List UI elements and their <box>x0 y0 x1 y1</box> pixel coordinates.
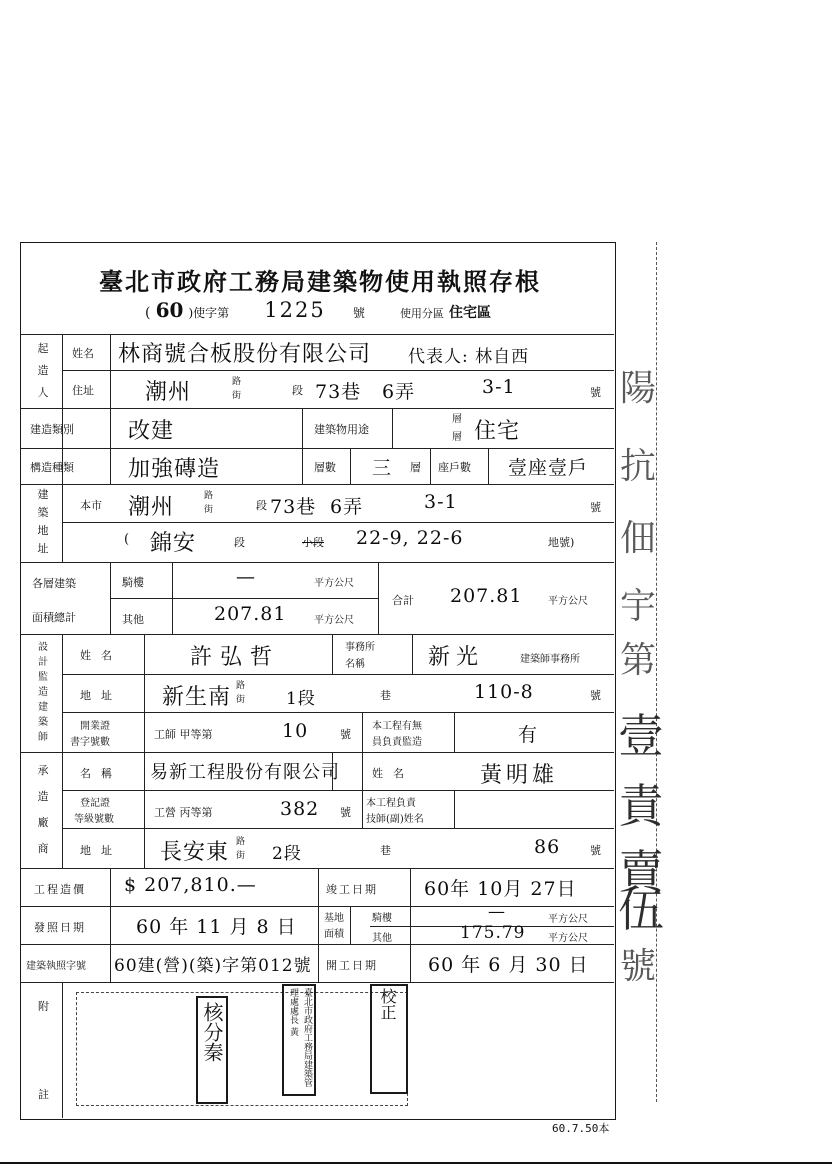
floors-label: 層數 <box>314 461 336 474</box>
license-word: )使字第 <box>188 306 230 320</box>
contractor-reg-class: 工營 丙等第 <box>154 806 213 819</box>
contractor-address-number: 86 <box>534 836 561 858</box>
rule <box>110 334 111 408</box>
permit-label: 建築執照字號 <box>26 961 86 972</box>
side-char: 賣 <box>618 845 664 899</box>
contractor-person-value: 黃明雄 <box>480 763 559 788</box>
architect-office-label-bottom: 名稱 <box>345 659 365 670</box>
issue-label: 發照日期 <box>34 921 86 934</box>
site-paren-open: ( <box>124 532 130 547</box>
architect-address-value: 新生南 <box>162 685 232 710</box>
architect-resident-label-bottom: 員負責監造 <box>372 737 422 748</box>
issue-arcade-unit: 平方公尺 <box>548 914 588 925</box>
issue-arcade-label: 騎樓 <box>372 913 392 924</box>
contractor-reg-label-bottom: 等級號數 <box>74 814 114 825</box>
side-char: 壹 <box>618 709 664 763</box>
contractor-address-section: 2段 <box>272 844 302 864</box>
architect-road-bottom: 街 <box>236 695 246 705</box>
rule <box>110 408 111 484</box>
zone-value: 住宅區 <box>449 305 492 321</box>
rule <box>62 522 614 523</box>
contractor-name-value: 易新工程股份有限公司 <box>150 762 340 783</box>
license-year: 60 <box>155 298 184 322</box>
license-paren-open: ( <box>145 305 151 321</box>
units-label: 座戶數 <box>438 461 471 474</box>
architect-address-number: 110-8 <box>474 681 534 703</box>
rule <box>410 906 411 944</box>
notes-label-bottom: 註 <box>38 1088 49 1101</box>
contractor-reg-number: 382 <box>280 798 320 820</box>
completion-label: 竣工日期 <box>326 883 378 896</box>
license-number-suffix: 號 <box>352 306 365 320</box>
rule <box>378 562 379 634</box>
architect-office-value: 新光 <box>428 645 485 670</box>
area-arcade-label: 騎樓 <box>122 576 144 589</box>
issue-other-label: 其他 <box>372 933 392 944</box>
architect-resident-value: 有 <box>518 724 539 746</box>
side-char: 陽 <box>619 368 656 409</box>
owner-section-word: 段 <box>292 384 303 397</box>
area-group-label-top: 各層建築 <box>32 577 76 590</box>
site-lane-value: 73巷 <box>270 496 317 518</box>
side-char: 宇 <box>619 586 656 627</box>
rule <box>20 484 614 485</box>
license-number-line <box>145 298 585 324</box>
issue-area-label-top: 基地 <box>324 913 344 924</box>
rule <box>110 598 378 599</box>
issue-other-value: 175.79 <box>460 923 526 943</box>
completion-value: 60年 10月 27日 <box>424 878 577 900</box>
side-char: 第 <box>619 640 656 681</box>
side-char: 佃 <box>619 518 656 559</box>
area-other-label: 其他 <box>122 613 144 626</box>
contractor-group-label: 承造廠商 <box>37 764 49 855</box>
area-unit-1: 平方公尺 <box>314 578 354 589</box>
contractor-person-label: 姓名 <box>372 767 414 780</box>
area-arcade-value: — <box>236 566 256 588</box>
site-number-word: 號 <box>590 501 601 514</box>
architect-address-label: 地址 <box>80 689 122 702</box>
rule <box>62 484 63 562</box>
owner-number-value: 3-1 <box>482 376 516 398</box>
architect-road-top: 路 <box>236 681 246 691</box>
area-other-value: 207.81 <box>214 603 287 625</box>
permit-value: 60建(營)(築)字第012號 <box>114 956 312 976</box>
units-value: 壹座壹戶 <box>508 457 589 479</box>
owner-address-road: 潮州 <box>145 380 192 405</box>
rule <box>362 712 363 752</box>
architect-office-label-top: 事務所 <box>345 642 375 653</box>
area-group-label-bottom: 面積總計 <box>32 611 76 624</box>
rule <box>318 868 319 982</box>
site-number-value: 3-1 <box>424 491 458 513</box>
cost-label: 工程造價 <box>34 883 86 896</box>
architect-license-label-top: 開業證 <box>80 721 110 732</box>
building-use-label: 建築物用途 <box>314 423 369 436</box>
site-subsection-word: 小段 <box>302 536 324 549</box>
rule <box>350 906 351 944</box>
site-city-label: 本市 <box>80 499 102 512</box>
site-group-label: 建築地址 <box>37 488 49 555</box>
cost-value: $ 207,810.— <box>124 874 257 896</box>
contractor-address-label: 地址 <box>80 844 122 857</box>
owner-road-word-bottom: 街 <box>232 391 242 401</box>
start-value: 60 年 6 月 30 日 <box>428 954 589 976</box>
owner-group-label: 起造人 <box>37 342 49 399</box>
footer-code: 60.7.50本 <box>552 1122 610 1135</box>
proofread-stamp <box>370 984 408 1094</box>
zone-label: 使用分區 <box>399 307 444 320</box>
site-district-value: 錦安 <box>150 531 197 556</box>
contractor-address-lane: 巷 <box>380 844 391 857</box>
owner-name-value: 林商號合板股份有限公司 <box>118 342 372 367</box>
rule <box>350 448 351 484</box>
rule <box>410 868 411 906</box>
building-use-floor-top: 層 <box>452 414 462 425</box>
floors-unit: 層 <box>410 461 421 474</box>
issue-other-unit: 平方公尺 <box>548 933 588 944</box>
site-alley-value: 6弄 <box>330 496 364 518</box>
rule <box>110 868 111 982</box>
architect-office-suffix: 建築師事務所 <box>520 654 580 665</box>
area-total-value: 207.81 <box>450 585 523 607</box>
area-unit-2: 平方公尺 <box>314 615 354 626</box>
rule <box>430 448 431 484</box>
rule <box>362 752 363 790</box>
side-char: 號 <box>619 946 656 987</box>
rule <box>454 790 455 828</box>
side-char: 責 <box>618 779 664 833</box>
bottom-edge <box>0 1162 832 1164</box>
site-road-bottom: 街 <box>204 505 214 515</box>
director-stamp <box>282 984 316 1096</box>
architect-name-label: 姓名 <box>80 649 122 662</box>
site-road-top: 路 <box>204 491 214 501</box>
approval-stamp-1-text: 核分秦 <box>200 1002 224 1062</box>
contractor-reg-label-top: 登記證 <box>80 798 110 809</box>
owner-number-word: 號 <box>590 386 601 399</box>
architect-license-label-bottom: 書字號數 <box>70 737 110 748</box>
building-use-floor-bottom: 層 <box>452 432 462 443</box>
area-total-label: 合計 <box>392 594 414 607</box>
site-lot-value: 22-9, 22-6 <box>356 527 464 549</box>
architect-license-class: 工師 甲等第 <box>154 728 213 741</box>
structure-label: 構造種類 <box>30 461 74 474</box>
start-label: 開工日期 <box>326 959 378 972</box>
rule <box>392 408 393 448</box>
contractor-road-bottom: 街 <box>236 851 246 861</box>
building-type-label: 建造類別 <box>30 423 74 436</box>
notes-label-top: 附 <box>38 1000 49 1013</box>
rule <box>410 944 411 982</box>
rule <box>172 562 173 634</box>
contractor-address-number-word: 號 <box>590 844 601 857</box>
owner-lane-value: 73巷 <box>315 381 362 403</box>
architect-address-section: 1段 <box>286 689 316 709</box>
architect-license-suffix: 號 <box>340 728 351 741</box>
site-section-word: 段 <box>256 499 267 512</box>
contractor-engineer-label-bottom: 技師(副)姓名 <box>366 814 424 825</box>
license-number: 1225 <box>264 298 326 322</box>
structure-value: 加強磚造 <box>128 457 221 482</box>
rule <box>62 634 63 868</box>
rule <box>20 982 614 983</box>
contractor-road-top: 路 <box>236 837 246 847</box>
architect-license-number: 10 <box>282 720 309 742</box>
rule <box>362 790 363 828</box>
issue-area-label-bottom: 面積 <box>324 929 344 940</box>
notes-box <box>76 992 408 1106</box>
rule <box>412 634 413 674</box>
site-road-value: 潮州 <box>128 495 175 520</box>
building-use-value: 住宅 <box>474 419 521 444</box>
floors-value: 三 <box>372 457 393 479</box>
rule <box>454 712 455 752</box>
proofread-stamp-text: 校正 <box>378 988 397 1020</box>
rule <box>20 634 614 635</box>
architect-group-label: 設計監造建築師 <box>38 642 48 743</box>
rule <box>488 448 489 484</box>
owner-alley-value: 6弄 <box>382 381 416 403</box>
rule <box>62 982 63 1118</box>
site-lot-word: 地號) <box>548 536 575 549</box>
rule <box>62 370 614 371</box>
issue-value: 60 年 11 月 8 日 <box>136 916 297 938</box>
rule <box>302 408 303 484</box>
contractor-name-label: 名稱 <box>80 767 122 780</box>
owner-road-word-top: 路 <box>232 377 242 387</box>
area-total-unit: 平方公尺 <box>548 596 588 607</box>
site-district-word: 段 <box>234 536 245 549</box>
rule <box>144 634 145 868</box>
contractor-address-value: 長安東 <box>160 840 230 865</box>
architect-address-number-word: 號 <box>590 689 601 702</box>
contractor-reg-suffix: 號 <box>340 806 351 819</box>
form-title: 臺北市政府工務局建築物使用執照存根 <box>99 267 541 296</box>
building-type-value: 改建 <box>128 419 175 444</box>
director-stamp-text: 臺北市政府工務局建築管理處處長 黃 <box>288 988 312 1087</box>
rule <box>20 752 614 753</box>
contractor-engineer-label-top: 本工程負責 <box>366 798 416 809</box>
side-char: 抗 <box>619 446 656 487</box>
side-char: 伍 <box>618 883 664 937</box>
rule <box>332 634 333 674</box>
approval-stamp-1 <box>196 996 228 1104</box>
architect-resident-label-top: 本工程有無 <box>372 721 422 732</box>
owner-address-label: 住址 <box>72 384 94 397</box>
rule <box>110 562 111 634</box>
issue-arcade-value: — <box>488 902 506 922</box>
owner-rep-value: 代表人: 林自西 <box>408 347 530 367</box>
architect-name-value: 許弘哲 <box>190 645 281 670</box>
owner-name-label: 姓名 <box>72 347 94 360</box>
architect-address-lane: 巷 <box>380 689 391 702</box>
